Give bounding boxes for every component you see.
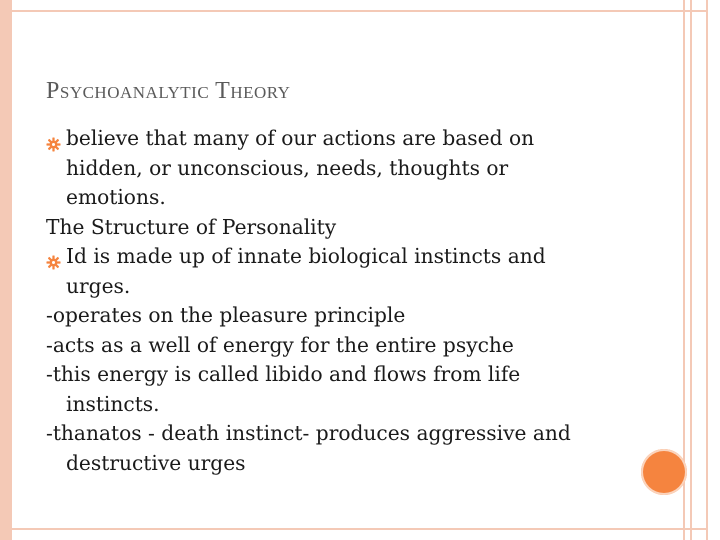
title-rest-2: HEORY [230, 83, 291, 102]
line-text: urges. [66, 273, 131, 298]
line-text: Id is made up of innate biological instincts and [66, 244, 546, 268]
line-text: The Structure of Personality [46, 214, 337, 239]
text-line [46, 301, 666, 331]
slide-title [46, 78, 290, 105]
text-line [46, 272, 666, 302]
bullet-line [46, 242, 666, 272]
title-rest-1: SYCHOANALYTIC [59, 83, 210, 102]
text-line [46, 360, 666, 390]
right-frame-line-2 [690, 0, 692, 540]
right-frame-line-3 [706, 0, 708, 540]
text-line [46, 183, 666, 213]
line-text: hidden, or unconscious, needs, thoughts or [66, 155, 509, 180]
line-text: -thanatos - death instinct- produces aggressive and [46, 421, 571, 445]
line-text: instincts. [66, 391, 160, 416]
line-text: believe that many of our actions are based on [66, 126, 535, 150]
text-line [46, 331, 666, 361]
bullet-line [46, 124, 666, 154]
gear-flower-icon [46, 131, 61, 146]
title-cap-2: T [215, 78, 231, 104]
slide-body [46, 124, 666, 478]
line-text: emotions. [66, 185, 166, 209]
title-cap-1: P [46, 78, 60, 104]
line-text: -acts as a well of energy for the entire psyche [46, 332, 514, 357]
bottom-frame-line [12, 528, 708, 530]
top-frame-line [12, 10, 708, 12]
text-line [46, 419, 666, 449]
text-line [46, 154, 666, 184]
orange-circle-decoration [641, 449, 687, 495]
line-text: -this energy is called libido and flows from life [46, 362, 521, 386]
text-line [46, 390, 666, 420]
gear-flower-icon [46, 249, 61, 264]
text-line [46, 449, 666, 479]
line-text: -operates on the pleasure principle [46, 303, 406, 327]
left-frame-bar [0, 0, 12, 540]
line-text: destructive urges [66, 450, 246, 475]
text-line [46, 213, 666, 243]
